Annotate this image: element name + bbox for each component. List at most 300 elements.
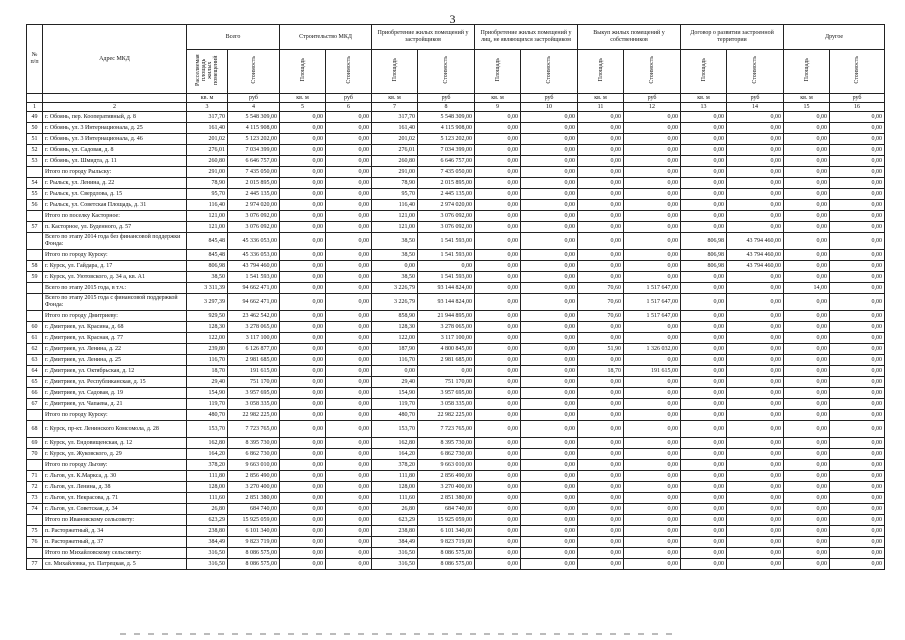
cell-cost: 0,00 (830, 493, 885, 504)
cell-area: 111,80 (372, 471, 418, 482)
cell-area: 239,80 (187, 344, 228, 355)
cell-area: 0,00 (578, 548, 624, 559)
cell-area: 0,00 (681, 123, 727, 134)
cell-area: 623,29 (187, 515, 228, 526)
cell-cost: 3 270 400,00 (228, 482, 280, 493)
cell-cost: 0,00 (521, 156, 578, 167)
row-address: г. Дмитриев, ул. Ленина, д. 25 (43, 355, 187, 366)
cell-area: 0,00 (475, 515, 521, 526)
cell-area: 0,00 (475, 178, 521, 189)
cell-area: 78,90 (372, 178, 418, 189)
table-row (27, 261, 885, 272)
cell-cost: 1 326 032,00 (624, 344, 681, 355)
row-address: г. Обоянь, пер. Кооперативный, д. 8 (43, 112, 187, 123)
cell-area: 0,00 (578, 333, 624, 344)
cell-area: 122,00 (187, 333, 228, 344)
subtotal-row (27, 548, 885, 559)
cell-area: 0,00 (280, 112, 326, 123)
header-column-number: 13 (681, 103, 727, 112)
cell-area: 0,00 (681, 178, 727, 189)
header-unit: кв. м (681, 94, 727, 103)
table-row (27, 322, 885, 333)
cell-area: 0,00 (280, 504, 326, 515)
cell-area: 0,00 (681, 449, 727, 460)
cell-area: 384,49 (187, 537, 228, 548)
cell-area: 0,00 (280, 156, 326, 167)
cell-cost: 0,00 (326, 178, 372, 189)
row-number (27, 211, 43, 222)
cell-cost: 0,00 (830, 344, 885, 355)
row-number: 54 (27, 178, 43, 189)
cell-cost: 0,00 (521, 355, 578, 366)
row-address: г. Курск, ул. Жуковского, д. 29 (43, 449, 187, 460)
cell-cost: 0,00 (830, 559, 885, 570)
row-address: г. Дмитриев, ул. Республиканская, д. 15 (43, 377, 187, 388)
cell-cost: 1 541 593,00 (418, 250, 475, 261)
cell-cost: 0,00 (830, 460, 885, 471)
cell-area: 111,60 (372, 493, 418, 504)
row-number: 59 (27, 272, 43, 283)
cell-cost: 0,00 (521, 178, 578, 189)
cell-area: 0,00 (681, 548, 727, 559)
cell-cost: 0,00 (830, 537, 885, 548)
cell-cost: 3 076 092,00 (418, 222, 475, 233)
cell-area: 0,00 (578, 178, 624, 189)
cell-area: 29,40 (187, 377, 228, 388)
row-number: 76 (27, 537, 43, 548)
cell-cost: 2 974 020,00 (418, 200, 475, 211)
cell-cost: 0,00 (830, 145, 885, 156)
cell-cost: 684 740,00 (228, 504, 280, 515)
cell-area: 95,70 (187, 189, 228, 200)
cell-cost: 0,00 (727, 344, 784, 355)
header-unit: руб (727, 94, 784, 103)
table-header (27, 25, 885, 112)
header-area: Площадь (578, 50, 624, 94)
cell-cost: 9 663 010,00 (228, 460, 280, 471)
cell-area: 0,00 (784, 421, 830, 438)
table-row (27, 388, 885, 399)
cell-cost: 9 663 010,00 (418, 460, 475, 471)
cell-cost: 0,00 (326, 261, 372, 272)
cell-area: 0,00 (784, 211, 830, 222)
cell-area: 0,00 (578, 156, 624, 167)
cell-cost: 7 034 399,00 (418, 145, 475, 156)
row-number: 73 (27, 493, 43, 504)
cell-area: 0,00 (280, 537, 326, 548)
cell-area: 0,00 (280, 178, 326, 189)
cell-cost: 0,00 (727, 526, 784, 537)
cell-cost: 0,00 (326, 515, 372, 526)
cell-area: 0,00 (784, 366, 830, 377)
cell-cost: 0,00 (727, 283, 784, 294)
row-number: 63 (27, 355, 43, 366)
cell-cost: 0,00 (830, 377, 885, 388)
cell-area: 0,00 (681, 200, 727, 211)
cell-area: 0,00 (578, 410, 624, 421)
cell-cost: 0,00 (624, 222, 681, 233)
cell-area: 0,00 (280, 322, 326, 333)
row-number: 62 (27, 344, 43, 355)
cell-cost: 0,00 (624, 548, 681, 559)
row-address: г. Льгов, ул. Советская, д. 34 (43, 504, 187, 515)
cell-cost: 0,00 (624, 421, 681, 438)
cell-area: 0,00 (475, 504, 521, 515)
cell-area: 70,60 (578, 311, 624, 322)
cell-area: 384,49 (372, 537, 418, 548)
cell-area: 0,00 (280, 211, 326, 222)
cell-cost: 7 435 050,00 (228, 167, 280, 178)
cell-cost: 8 395 730,00 (228, 438, 280, 449)
cell-cost: 0,00 (624, 438, 681, 449)
header-group-other: Другое (784, 25, 885, 50)
cell-area: 0,00 (475, 355, 521, 366)
cell-cost: 0,00 (326, 471, 372, 482)
row-address: Всего по этапу 2015 года, в т.ч.: (43, 283, 187, 294)
cell-area: 0,00 (784, 145, 830, 156)
cell-area: 0,00 (475, 112, 521, 123)
cell-area: 0,00 (784, 482, 830, 493)
header-area: Площадь (280, 50, 326, 94)
cell-area: 0,00 (578, 222, 624, 233)
cell-area: 0,00 (475, 156, 521, 167)
cell-area: 0,00 (280, 559, 326, 570)
cell-area: 0,00 (280, 493, 326, 504)
cell-cost: 0,00 (521, 222, 578, 233)
cell-cost: 0,00 (727, 493, 784, 504)
cell-area: 201,02 (187, 134, 228, 145)
cell-cost: 21 944 895,00 (418, 311, 475, 322)
row-number: 74 (27, 504, 43, 515)
cell-area: 0,00 (784, 438, 830, 449)
subtotal-row (27, 233, 885, 250)
cell-cost: 0,00 (830, 438, 885, 449)
cell-area: 119,70 (372, 399, 418, 410)
cell-cost: 0,00 (727, 388, 784, 399)
cell-area: 0,00 (784, 460, 830, 471)
cell-cost: 0,00 (727, 559, 784, 570)
cell-area: 806,98 (681, 233, 727, 250)
table-body (27, 112, 885, 570)
cell-area: 0,00 (578, 449, 624, 460)
cell-cost: 0,00 (830, 399, 885, 410)
cell-cost: 0,00 (326, 189, 372, 200)
row-number: 50 (27, 123, 43, 134)
cell-cost: 0,00 (521, 366, 578, 377)
row-address: Итого по городу Рыльску: (43, 167, 187, 178)
cell-cost: 0,00 (624, 460, 681, 471)
header-unit: руб (830, 94, 885, 103)
cell-area: 0,00 (681, 421, 727, 438)
cell-area: 128,00 (187, 482, 228, 493)
cell-area: 0,00 (475, 322, 521, 333)
row-address: г. Обоянь, ул. Шмидта, д. 11 (43, 156, 187, 167)
header-area: Площадь (784, 50, 830, 94)
cell-area: 201,02 (372, 134, 418, 145)
cell-area: 260,80 (187, 156, 228, 167)
cell-cost: 0,00 (830, 471, 885, 482)
row-address: г. Обоянь, ул. 3 Интернационала, д. 25 (43, 123, 187, 134)
row-number: 58 (27, 261, 43, 272)
cell-cost: 0,00 (521, 388, 578, 399)
row-number: 52 (27, 145, 43, 156)
cell-area: 0,00 (475, 123, 521, 134)
row-number: 55 (27, 189, 43, 200)
header-column-number: 16 (830, 103, 885, 112)
table-row (27, 504, 885, 515)
cell-area: 0,00 (784, 322, 830, 333)
resettlement-table (26, 24, 885, 570)
cell-cost: 0,00 (624, 167, 681, 178)
row-number (27, 460, 43, 471)
row-number: 56 (27, 200, 43, 211)
cell-cost: 15 925 059,00 (228, 515, 280, 526)
cell-area: 0,00 (578, 200, 624, 211)
cell-cost: 45 336 053,00 (228, 233, 280, 250)
cell-area: 0,00 (784, 504, 830, 515)
cell-area: 70,60 (578, 294, 624, 311)
row-number (27, 250, 43, 261)
header-units (27, 94, 885, 103)
cell-area: 0,00 (578, 250, 624, 261)
table-row (27, 449, 885, 460)
cell-cost: 0,00 (521, 493, 578, 504)
cell-cost: 6 862 730,00 (228, 449, 280, 460)
cell-cost: 3 076 092,00 (228, 222, 280, 233)
row-address: Итого по поселку Касторное: (43, 211, 187, 222)
cell-area: 0,00 (784, 222, 830, 233)
header-column-number: 4 (228, 103, 280, 112)
cell-area: 0,00 (475, 449, 521, 460)
cell-cost: 0,00 (326, 355, 372, 366)
cell-area: 0,00 (578, 388, 624, 399)
cell-cost: 0,00 (830, 526, 885, 537)
header-column-number: 6 (326, 103, 372, 112)
cell-area: 0,00 (681, 344, 727, 355)
cell-area: 116,70 (187, 355, 228, 366)
cell-cost: 0,00 (521, 261, 578, 272)
cell-cost: 0,00 (521, 311, 578, 322)
cell-area: 161,40 (187, 123, 228, 134)
cell-cost: 0,00 (727, 294, 784, 311)
row-number: 53 (27, 156, 43, 167)
table-row (27, 438, 885, 449)
subtotal-row (27, 211, 885, 222)
cell-area: 187,90 (372, 344, 418, 355)
cell-area: 806,98 (187, 261, 228, 272)
cell-cost: 0,00 (521, 322, 578, 333)
cell-cost: 1 541 593,00 (418, 233, 475, 250)
cell-area: 0,00 (784, 344, 830, 355)
cell-cost: 0,00 (326, 421, 372, 438)
cell-cost: 0,00 (727, 548, 784, 559)
cell-cost: 0,00 (830, 123, 885, 134)
cell-area: 0,00 (578, 515, 624, 526)
cell-area: 317,70 (372, 112, 418, 123)
header-unit: кв. м (475, 94, 521, 103)
cell-area: 0,00 (784, 272, 830, 283)
row-number: 60 (27, 322, 43, 333)
header-group-construction: Строительство МКД (280, 25, 372, 50)
cell-cost: 0,00 (830, 283, 885, 294)
cell-cost: 0,00 (830, 515, 885, 526)
header-cost: Стоимость (228, 50, 280, 94)
cell-cost: 0,00 (830, 333, 885, 344)
cell-area: 0,00 (681, 294, 727, 311)
cell-cost: 43 794 460,00 (727, 261, 784, 272)
cell-cost: 0,00 (326, 460, 372, 471)
cell-area: 291,00 (372, 167, 418, 178)
cell-area: 0,00 (280, 377, 326, 388)
cell-area: 0,00 (280, 167, 326, 178)
cell-area: 162,80 (372, 438, 418, 449)
cell-area: 623,29 (372, 515, 418, 526)
cell-area: 0,00 (681, 211, 727, 222)
cell-area: 858,90 (372, 311, 418, 322)
cell-cost: 0,00 (624, 388, 681, 399)
cell-area: 0,00 (280, 449, 326, 460)
cell-cost: 0,00 (830, 388, 885, 399)
cell-area: 0,00 (280, 261, 326, 272)
cell-cost: 0,00 (830, 200, 885, 211)
cell-cost: 0,00 (326, 377, 372, 388)
cell-cost: 3 117 100,00 (418, 333, 475, 344)
cell-area: 0,00 (280, 272, 326, 283)
row-address: г. Рыльск, ул. Советская Площадь, д. 31 (43, 200, 187, 211)
cell-cost: 684 740,00 (418, 504, 475, 515)
header-cost: Стоимость (326, 50, 372, 94)
cell-area: 0,00 (784, 410, 830, 421)
cell-area: 0,00 (681, 526, 727, 537)
cell-cost: 0,00 (727, 156, 784, 167)
cell-area: 276,01 (372, 145, 418, 156)
row-number: 70 (27, 449, 43, 460)
cell-area: 111,80 (187, 471, 228, 482)
cell-area: 0,00 (681, 460, 727, 471)
row-number: 51 (27, 134, 43, 145)
cell-cost: 0,00 (624, 145, 681, 156)
cell-cost: 5 548 309,00 (228, 112, 280, 123)
cell-area: 0,00 (681, 515, 727, 526)
cell-cost: 0,00 (727, 311, 784, 322)
cell-cost: 0,00 (326, 548, 372, 559)
cell-cost: 0,00 (326, 250, 372, 261)
cell-cost: 0,00 (521, 145, 578, 156)
header-cost: Стоимость (727, 50, 784, 94)
row-address: Итого по Ивановскому сельсовету: (43, 515, 187, 526)
cell-area: 0,00 (784, 537, 830, 548)
cell-cost: 0,00 (521, 438, 578, 449)
cell-cost: 0,00 (326, 410, 372, 421)
cell-cost: 15 925 059,00 (418, 515, 475, 526)
cell-cost: 0,00 (727, 421, 784, 438)
cell-cost: 0,00 (727, 200, 784, 211)
subtotal-row (27, 294, 885, 311)
cell-area: 0,00 (475, 366, 521, 377)
cell-cost: 0,00 (727, 222, 784, 233)
cell-area: 0,00 (681, 222, 727, 233)
cell-cost: 0,00 (521, 504, 578, 515)
cell-area: 0,00 (280, 134, 326, 145)
cell-area: 153,70 (372, 421, 418, 438)
header-column-number: 5 (280, 103, 326, 112)
cell-cost: 2 856 490,00 (418, 471, 475, 482)
cell-area: 0,00 (475, 283, 521, 294)
header-cost: Стоимость (418, 50, 475, 94)
cell-area: 0,00 (475, 294, 521, 311)
cell-cost: 0,00 (326, 311, 372, 322)
cell-cost: 3 278 065,00 (228, 322, 280, 333)
cell-cost: 0,00 (727, 399, 784, 410)
cell-area: 260,80 (372, 156, 418, 167)
header-column-number: 2 (43, 103, 187, 112)
cell-cost: 0,00 (326, 167, 372, 178)
cell-area: 0,00 (475, 493, 521, 504)
cell-cost: 0,00 (830, 548, 885, 559)
cell-cost: 0,00 (521, 548, 578, 559)
cell-cost: 0,00 (624, 526, 681, 537)
row-address: г. Обоянь, ул. 3 Интернационала, д. 46 (43, 134, 187, 145)
row-address: г. Курск, ул. Гайдара, д. 17 (43, 261, 187, 272)
cell-area: 0,00 (681, 471, 727, 482)
cell-cost: 0,00 (521, 134, 578, 145)
cell-area: 0,00 (372, 261, 418, 272)
cell-area: 0,00 (280, 482, 326, 493)
cell-cost: 0,00 (727, 145, 784, 156)
cell-area: 0,00 (681, 366, 727, 377)
cell-area: 480,70 (372, 410, 418, 421)
cell-area: 0,00 (681, 438, 727, 449)
cell-cost: 7 723 765,00 (418, 421, 475, 438)
cell-area: 0,00 (280, 526, 326, 537)
header-column-number: 3 (187, 103, 228, 112)
cell-cost: 0,00 (326, 333, 372, 344)
cell-cost: 7 435 050,00 (418, 167, 475, 178)
cell-area: 0,00 (475, 261, 521, 272)
cell-area: 0,00 (681, 333, 727, 344)
cell-cost: 0,00 (830, 366, 885, 377)
row-address: г. Дмитриев, ул. Красная, д. 77 (43, 333, 187, 344)
cell-cost: 0,00 (326, 559, 372, 570)
header-unit: кв. м (784, 94, 830, 103)
cell-area: 78,90 (187, 178, 228, 189)
cell-cost: 6 646 757,00 (228, 156, 280, 167)
header-column-number: 7 (372, 103, 418, 112)
cell-area: 51,90 (578, 344, 624, 355)
cell-area: 316,50 (372, 559, 418, 570)
row-address: г. Рыльск, ул. Ленина, д. 22 (43, 178, 187, 189)
cell-area: 0,00 (578, 438, 624, 449)
cell-cost: 3 957 695,00 (228, 388, 280, 399)
cell-cost: 4 800 845,00 (418, 344, 475, 355)
cell-cost: 22 982 225,00 (418, 410, 475, 421)
cell-area: 0,00 (475, 311, 521, 322)
cell-area: 0,00 (280, 123, 326, 134)
cell-cost: 0,00 (830, 421, 885, 438)
cell-cost: 0,00 (624, 504, 681, 515)
cell-cost: 23 462 542,00 (228, 311, 280, 322)
cell-cost: 0,00 (624, 493, 681, 504)
cell-area: 161,40 (372, 123, 418, 134)
cell-area: 0,00 (280, 294, 326, 311)
cell-area: 0,00 (681, 189, 727, 200)
cell-area: 0,00 (280, 366, 326, 377)
cell-cost: 0,00 (521, 233, 578, 250)
cell-area: 276,01 (187, 145, 228, 156)
cell-area: 0,00 (784, 250, 830, 261)
cell-area: 0,00 (578, 123, 624, 134)
cell-area: 0,00 (578, 537, 624, 548)
